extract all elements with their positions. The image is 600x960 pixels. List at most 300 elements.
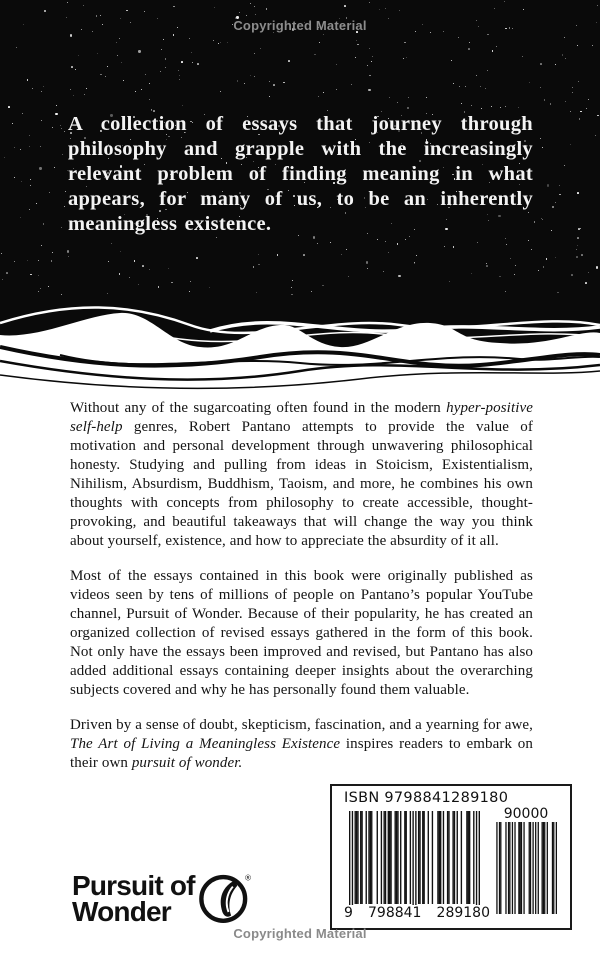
star (577, 245, 578, 246)
star (196, 257, 198, 259)
star (319, 42, 320, 43)
star (542, 147, 543, 148)
star (336, 89, 337, 90)
supplemental-barcode (495, 822, 557, 914)
copyright-banner-bottom: Copyrighted Material (233, 926, 367, 941)
star (64, 131, 65, 132)
star (597, 5, 598, 6)
star (344, 5, 346, 7)
star (505, 238, 506, 239)
star (552, 206, 554, 208)
star (577, 45, 578, 46)
star (71, 66, 73, 68)
star (348, 276, 349, 277)
star (107, 66, 108, 67)
star (142, 265, 144, 267)
star (291, 287, 292, 288)
star (134, 260, 136, 262)
star (6, 272, 8, 274)
star (453, 83, 455, 85)
star (476, 75, 477, 76)
star (258, 254, 259, 255)
star (273, 84, 275, 86)
star (67, 250, 69, 252)
star (317, 243, 318, 244)
star (27, 260, 28, 261)
star (36, 203, 37, 204)
ean13-digits (342, 903, 492, 921)
star (269, 96, 270, 97)
star (459, 86, 460, 87)
star (547, 184, 549, 186)
star (163, 39, 164, 40)
star (41, 91, 42, 92)
star (97, 53, 98, 54)
star (318, 96, 319, 97)
logo-line2: Wonder (72, 896, 171, 927)
star (492, 50, 494, 52)
star (355, 57, 356, 58)
star (108, 261, 109, 262)
star (543, 266, 545, 268)
star (570, 144, 571, 145)
star (144, 11, 145, 12)
star (406, 57, 407, 58)
star (542, 219, 543, 220)
star (597, 115, 599, 117)
star (356, 40, 357, 41)
star (70, 89, 71, 90)
star (129, 277, 130, 278)
star (499, 276, 501, 278)
star (523, 9, 524, 10)
star (564, 37, 565, 38)
back-cover-paragraph-2: Most of the essays contained in this book were originally published as videos seen by tens of millions of people on Pantano’s popular YouTube channel, Pursuit of Wonder. Because of their popularity, he has created an organized collection of revised essays gathered in the form of this book. Not only have the essays been improved and revised, but Pantano has also added additional essays containing deeper insights about the overarching subjects covered and why he has personally found them valuable. (70, 568, 533, 698)
star (379, 9, 380, 10)
supplement-code-label: 90000 (503, 806, 549, 822)
publisher-logo-text (72, 870, 195, 927)
star (189, 38, 190, 39)
star (54, 167, 55, 168)
star (550, 103, 552, 105)
star (592, 45, 593, 46)
star (84, 94, 85, 95)
star (51, 260, 53, 262)
star (160, 71, 161, 72)
star (121, 62, 122, 63)
star (52, 252, 54, 254)
star (588, 99, 589, 100)
star (254, 53, 255, 54)
star (61, 128, 62, 129)
star (500, 107, 501, 108)
star (581, 254, 583, 256)
star (465, 86, 466, 87)
star (504, 1, 505, 2)
star (120, 251, 121, 252)
star (62, 154, 63, 155)
star (480, 86, 481, 87)
star (209, 287, 210, 288)
star (256, 292, 258, 294)
star (368, 89, 370, 91)
isbn-label: ISBN 9798841289180 (344, 790, 509, 806)
star (486, 263, 487, 264)
star (469, 42, 470, 43)
back-cover-paragraph-3: Driven by a sense of doubt, skepticism, fascination, and a yearning for awe, The Art of Living a Meaningless Existence inspires readers to embark on their own pursuit of wonder. (70, 717, 533, 771)
star (8, 106, 10, 108)
star (580, 228, 581, 229)
star (38, 260, 39, 261)
star (30, 179, 31, 180)
star (404, 42, 406, 44)
star (246, 15, 247, 16)
registered-mark: ® (244, 873, 251, 883)
star (487, 70, 488, 71)
star (111, 243, 112, 244)
star (105, 76, 106, 77)
star (540, 87, 541, 88)
star (372, 56, 373, 57)
star (149, 83, 150, 84)
pursuit-of-wonder-circle-icon (197, 870, 253, 926)
star (487, 34, 489, 36)
star (322, 285, 324, 287)
star (388, 252, 389, 253)
star (505, 106, 506, 107)
star (2, 279, 4, 281)
star (161, 49, 162, 50)
star (48, 286, 49, 287)
star (551, 230, 552, 231)
star (288, 60, 290, 62)
star (68, 256, 69, 257)
star (555, 257, 556, 258)
star (123, 80, 124, 81)
copyright-banner-top: Copyrighted Material (233, 18, 367, 33)
star (377, 239, 378, 240)
star (119, 273, 121, 275)
star (505, 291, 506, 292)
star (189, 291, 190, 292)
star (399, 10, 400, 11)
star (43, 223, 45, 225)
star (491, 106, 492, 107)
star (191, 52, 192, 53)
star (367, 268, 368, 269)
star (138, 284, 139, 285)
star (158, 286, 160, 288)
star (416, 255, 417, 256)
star (562, 54, 564, 56)
star (496, 46, 497, 47)
star (330, 242, 331, 243)
star (544, 99, 546, 101)
star (595, 135, 596, 136)
star (540, 63, 542, 65)
star (565, 58, 566, 59)
star (357, 44, 359, 46)
star (540, 138, 541, 139)
star (100, 74, 102, 76)
star (14, 147, 15, 148)
star (173, 6, 175, 8)
star (254, 76, 255, 77)
cover-tagline: A collection of essays that journey through philosophy and grapple with the increasingly relevant problem of finding meaning in what appears, for many of us, to be an inherently meaningless existence. (68, 113, 533, 235)
star (369, 48, 370, 49)
star (557, 292, 559, 294)
star (237, 80, 239, 82)
star (576, 249, 577, 250)
star (485, 88, 486, 89)
star (577, 237, 579, 239)
star (43, 86, 44, 87)
star (283, 82, 285, 84)
star (179, 75, 180, 76)
star (41, 120, 42, 121)
star (506, 244, 507, 245)
star (292, 280, 293, 281)
star (254, 6, 255, 7)
ean-digit-group1: 798841 (368, 905, 422, 921)
star (60, 125, 61, 126)
star (250, 3, 251, 4)
star (65, 191, 66, 192)
star (366, 261, 368, 263)
ean13-barcode (349, 811, 480, 914)
star (30, 274, 32, 276)
star (135, 91, 136, 92)
star (173, 34, 175, 36)
wave-transition-graphic (0, 295, 600, 410)
star (559, 194, 561, 196)
star (453, 246, 455, 248)
star (214, 7, 215, 8)
star (220, 91, 221, 92)
star (145, 74, 146, 75)
star (190, 281, 191, 282)
star (444, 246, 445, 247)
star (4, 157, 5, 158)
star (20, 217, 21, 218)
star (564, 165, 565, 166)
star (408, 97, 409, 98)
star (119, 38, 121, 40)
star (494, 8, 495, 9)
star (49, 192, 50, 193)
star (192, 62, 193, 63)
star (572, 92, 573, 93)
star (64, 206, 65, 207)
star (29, 135, 30, 136)
star (78, 55, 79, 56)
star (1, 253, 2, 254)
star (149, 269, 150, 270)
star (529, 82, 530, 83)
star (14, 177, 15, 178)
star (165, 67, 166, 68)
star (351, 84, 352, 85)
star (426, 97, 427, 98)
star (369, 75, 371, 77)
star (39, 167, 41, 169)
star (414, 262, 415, 263)
star (414, 263, 415, 264)
star (471, 105, 472, 106)
star (213, 40, 214, 41)
star (250, 75, 251, 76)
ean-digit-lead: 9 (344, 905, 353, 921)
isbn-barcode-panel (330, 784, 572, 930)
star (389, 97, 390, 98)
star (138, 50, 140, 52)
star (367, 65, 368, 66)
star (577, 192, 579, 194)
star (29, 146, 30, 147)
star (83, 5, 84, 6)
star (165, 58, 167, 60)
star (141, 89, 142, 90)
star (385, 241, 386, 242)
star (336, 64, 337, 65)
star (397, 243, 399, 245)
star (255, 14, 256, 15)
star (398, 275, 400, 277)
star (244, 83, 245, 84)
star (258, 264, 260, 266)
star (555, 64, 556, 65)
star (171, 282, 173, 284)
star (12, 123, 13, 124)
star (514, 274, 515, 275)
star (266, 8, 268, 10)
star (596, 266, 598, 268)
star (586, 108, 587, 109)
star (510, 258, 511, 259)
star (41, 245, 42, 246)
star (538, 270, 539, 271)
star (458, 37, 459, 38)
star (314, 54, 316, 56)
star (197, 63, 199, 65)
star (449, 281, 450, 282)
star (451, 60, 452, 61)
star (277, 254, 279, 256)
star (571, 274, 573, 276)
star (588, 272, 589, 273)
logo-line1: Pursuit of (72, 870, 195, 901)
star (346, 249, 347, 250)
star (481, 108, 482, 109)
star (40, 288, 41, 289)
star (168, 268, 169, 269)
star (528, 240, 529, 241)
star (515, 265, 516, 266)
star (572, 87, 573, 88)
star (220, 42, 221, 43)
star (117, 55, 118, 56)
star (239, 12, 240, 13)
star (576, 256, 578, 258)
star (116, 42, 117, 43)
star (323, 34, 324, 35)
star (38, 291, 39, 292)
publisher-logo (72, 872, 253, 926)
star (22, 113, 23, 114)
star (253, 266, 255, 268)
star (260, 48, 261, 49)
ean-digit-group2: 289180 (436, 905, 490, 921)
star (486, 265, 488, 267)
star (30, 185, 31, 186)
star (126, 10, 128, 12)
star (178, 70, 179, 71)
star (75, 69, 76, 70)
star (303, 254, 305, 256)
star (32, 88, 33, 89)
star (385, 8, 386, 9)
star (407, 107, 409, 109)
star (182, 105, 183, 106)
star (477, 242, 478, 243)
star (383, 271, 384, 272)
star (565, 101, 566, 102)
star (369, 2, 370, 3)
star (546, 258, 548, 260)
star (86, 88, 87, 89)
star (227, 42, 228, 43)
star (522, 56, 523, 57)
star (570, 111, 571, 112)
star (96, 15, 98, 17)
star (14, 261, 15, 262)
star (397, 102, 398, 103)
star (531, 249, 532, 250)
star (341, 254, 342, 255)
star (40, 146, 41, 147)
star (218, 43, 219, 44)
star (61, 227, 62, 228)
star (38, 275, 39, 276)
star (518, 107, 519, 108)
star (100, 15, 101, 16)
star (585, 282, 587, 284)
star (471, 273, 472, 274)
star (579, 118, 581, 120)
back-cover-paragraph-1: Without any of the sugarcoating often found in the modern hyper-positive self-help genres, Robert Pantano attempts to provide the value of motivation and personal development through unwavering philosophical honesty. Studying and pulling from ideas in Stoicism, Existentialism, Nihilism, Absurdism, Buddhism, Taoism, and more, he combines his own thoughts with concepts from philosophy to create accessible, thought-provoking, and beautiful takeaways that will change the way you think about yourself, existence, and how to appreciate the absurdity of it all. (70, 400, 533, 549)
star (52, 127, 53, 128)
star (405, 239, 406, 240)
star (269, 81, 270, 82)
star (578, 81, 579, 82)
back-cover-body (70, 399, 533, 773)
star (555, 202, 556, 203)
star (20, 149, 21, 150)
star (323, 92, 324, 93)
star (461, 103, 462, 104)
star (580, 111, 582, 113)
star (311, 291, 312, 292)
star (44, 10, 46, 12)
star (216, 237, 217, 238)
star (16, 47, 17, 48)
star (67, 2, 69, 4)
star (403, 58, 404, 59)
star (21, 181, 22, 182)
star (70, 34, 72, 36)
star (56, 105, 57, 106)
star (468, 48, 470, 50)
